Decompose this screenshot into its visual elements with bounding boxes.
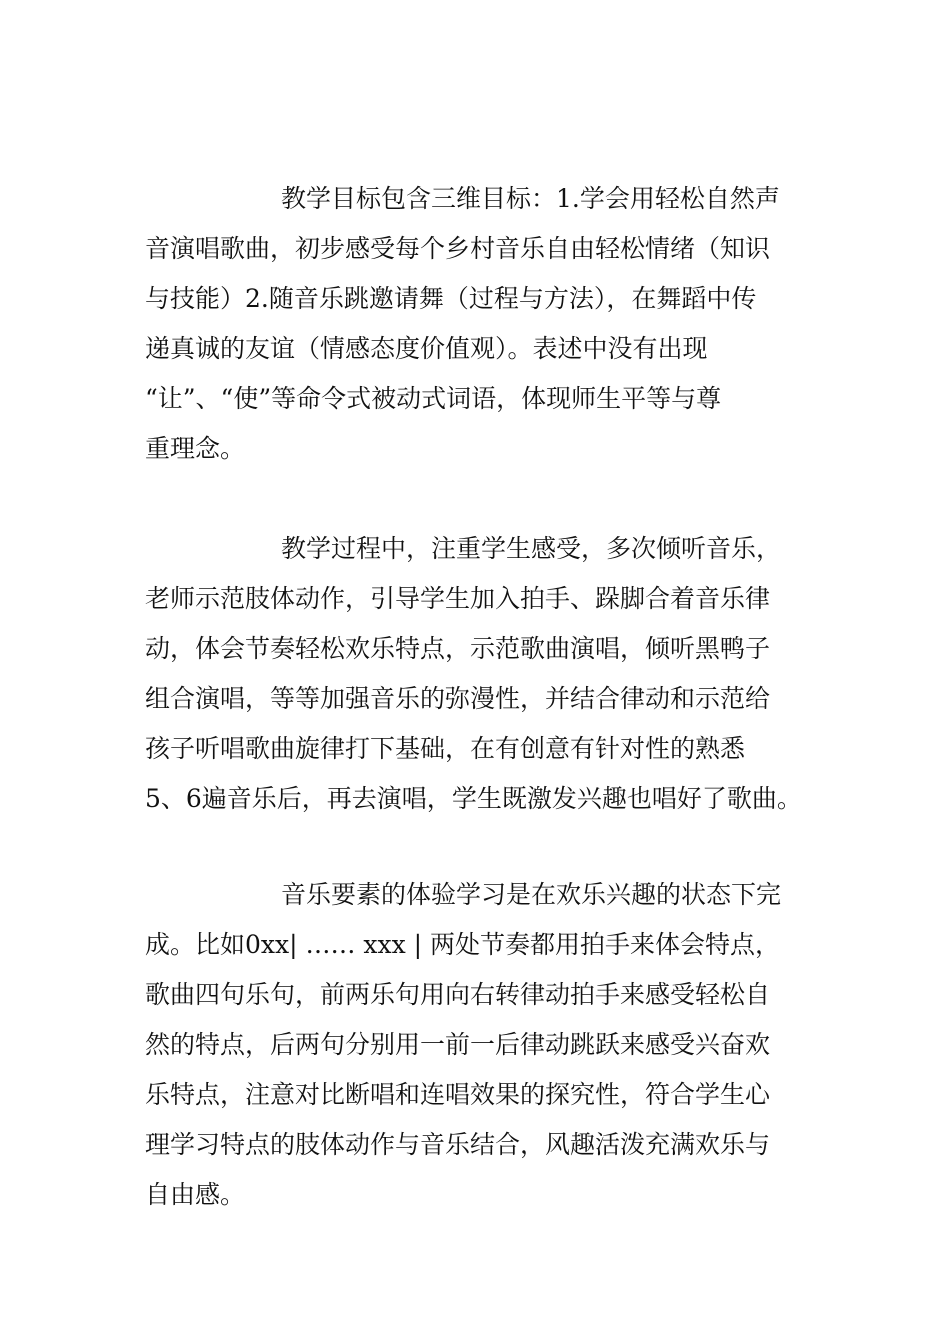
paragraph-line: 音乐要素的体验学习是在欢乐兴趣的状态下完 [281, 880, 782, 909]
paragraph-line: 孩子听唱歌曲旋律打下基础，在有创意有针对性的熟悉 [145, 734, 746, 763]
paragraph-line: “让”、“使”等命令式被动式词语，体现师生平等与尊 [145, 384, 722, 413]
paragraph-teaching-goals [145, 174, 810, 474]
paragraph-line: 与技能）2.随音乐跳邀请舞（过程与方法），在舞蹈中传 [145, 284, 757, 313]
paragraph-music-elements [145, 870, 810, 1220]
paragraph-line: 理学习特点的肢体动作与音乐结合，风趣活泼充满欢乐与 [145, 1130, 771, 1159]
paragraph-line: 老师示范肢体动作，引导学生加入拍手、跺脚合着音乐律 [145, 584, 771, 613]
paragraph-line: 动，体会节奏轻松欢乐特点，示范歌曲演唱，倾听黑鸭子 [145, 634, 771, 663]
paragraph-teaching-process [145, 524, 810, 824]
paragraph-line: 5、6遍音乐后，再去演唱，学生既激发兴趣也唱好了歌曲。 [145, 784, 802, 813]
paragraph-line: 音演唱歌曲，初步感受每个乡村音乐自由轻松情绪（知识 [145, 234, 771, 263]
paragraph-line: 组合演唱，等等加强音乐的弥漫性，并结合律动和示范给 [145, 684, 771, 713]
paragraph-line: 教学过程中，注重学生感受，多次倾听音乐， [281, 534, 782, 563]
paragraph-line: 成。比如0xx| …… xxx | 两处节奏都用拍手来体会特点， [145, 930, 781, 959]
paragraph-line: 歌曲四句乐句，前两乐句用向右转律动拍手来感受轻松自 [145, 980, 771, 1009]
paragraph-line: 乐特点，注意对比断唱和连唱效果的探究性，符合学生心 [145, 1080, 771, 1109]
paragraph-line: 自由感。 [145, 1180, 246, 1209]
paragraph-line: 教学目标包含三维目标：1.学会用轻松自然声 [281, 184, 780, 213]
paragraph-line: 递真诚的友谊（情感态度价值观）。表述中没有出现 [145, 334, 708, 363]
paragraph-line: 然的特点，后两句分别用一前一后律动跳跃来感受兴奋欢 [145, 1030, 771, 1059]
paragraph-line: 重理念。 [145, 434, 246, 463]
